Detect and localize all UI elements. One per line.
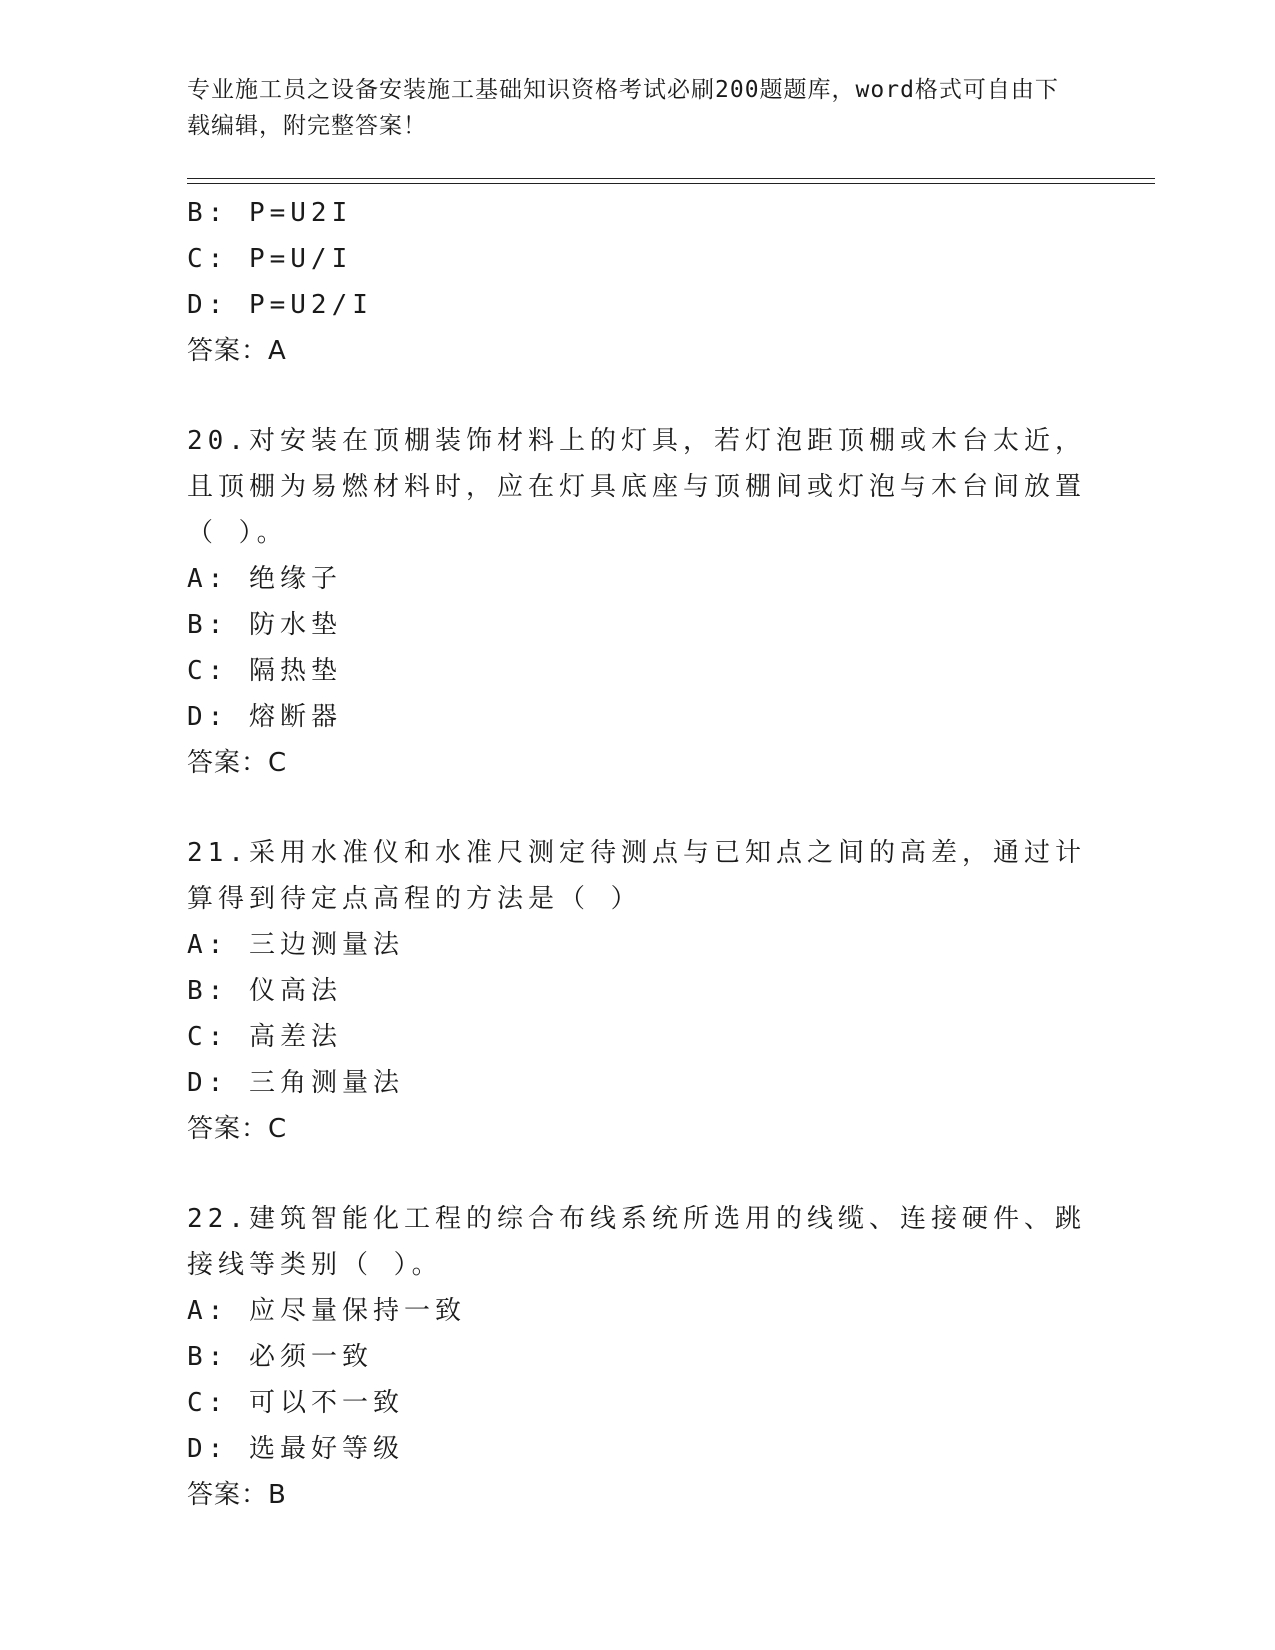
answer-line: 答案：C [187,748,288,778]
answer-line: 答案：C [187,1114,288,1144]
option-b: B: 必须一致 [187,1342,373,1372]
question-19-tail [187,190,1087,374]
option-d: D: 选最好等级 [187,1434,404,1464]
option-c: C: 可以不一致 [187,1388,404,1418]
option-c: C: P=U/I [187,244,353,274]
option-b: B: 仪高法 [187,976,342,1006]
question-text: 21.采用水准仪和水准尺测定待测点与已知点之间的高差，通过计算得到待定点高程的方法是（ ） [187,838,1086,914]
header-divider-bottom [187,183,1155,184]
option-c: C: 隔热垫 [187,656,342,686]
option-a: A: 三边测量法 [187,930,404,960]
question-list [187,190,1087,1518]
option-d: D: 熔断器 [187,702,342,732]
option-d: D: 三角测量法 [187,1068,404,1098]
option-d: D: P=U2/I [187,290,373,320]
question-21 [187,830,1087,1152]
option-b: B: 防水垫 [187,610,342,640]
option-a: A: 绝缘子 [187,564,342,594]
option-a: A: 应尽量保持一致 [187,1296,466,1326]
option-b: B: P=U2I [187,198,353,228]
question-20 [187,418,1087,786]
option-c: C: 高差法 [187,1022,342,1052]
question-22 [187,1196,1087,1518]
question-text: 20.对安装在顶棚装饰材料上的灯具，若灯泡距顶棚或木台太近，且顶棚为易燃材料时，应在灯具底座与顶棚间或灯泡与木台间放置（ ）。 [187,426,1087,548]
answer-line: 答案：A [187,336,287,366]
document-header: 专业施工员之设备安装施工基础知识资格考试必刷200题题库，word格式可自由下载编辑，附完整答案！ [187,77,1059,139]
header-divider-top [187,178,1155,179]
answer-line: 答案：B [187,1480,287,1510]
question-text: 22.建筑智能化工程的综合布线系统所选用的线缆、连接硬件、跳接线等类别（ ）。 [187,1204,1086,1280]
